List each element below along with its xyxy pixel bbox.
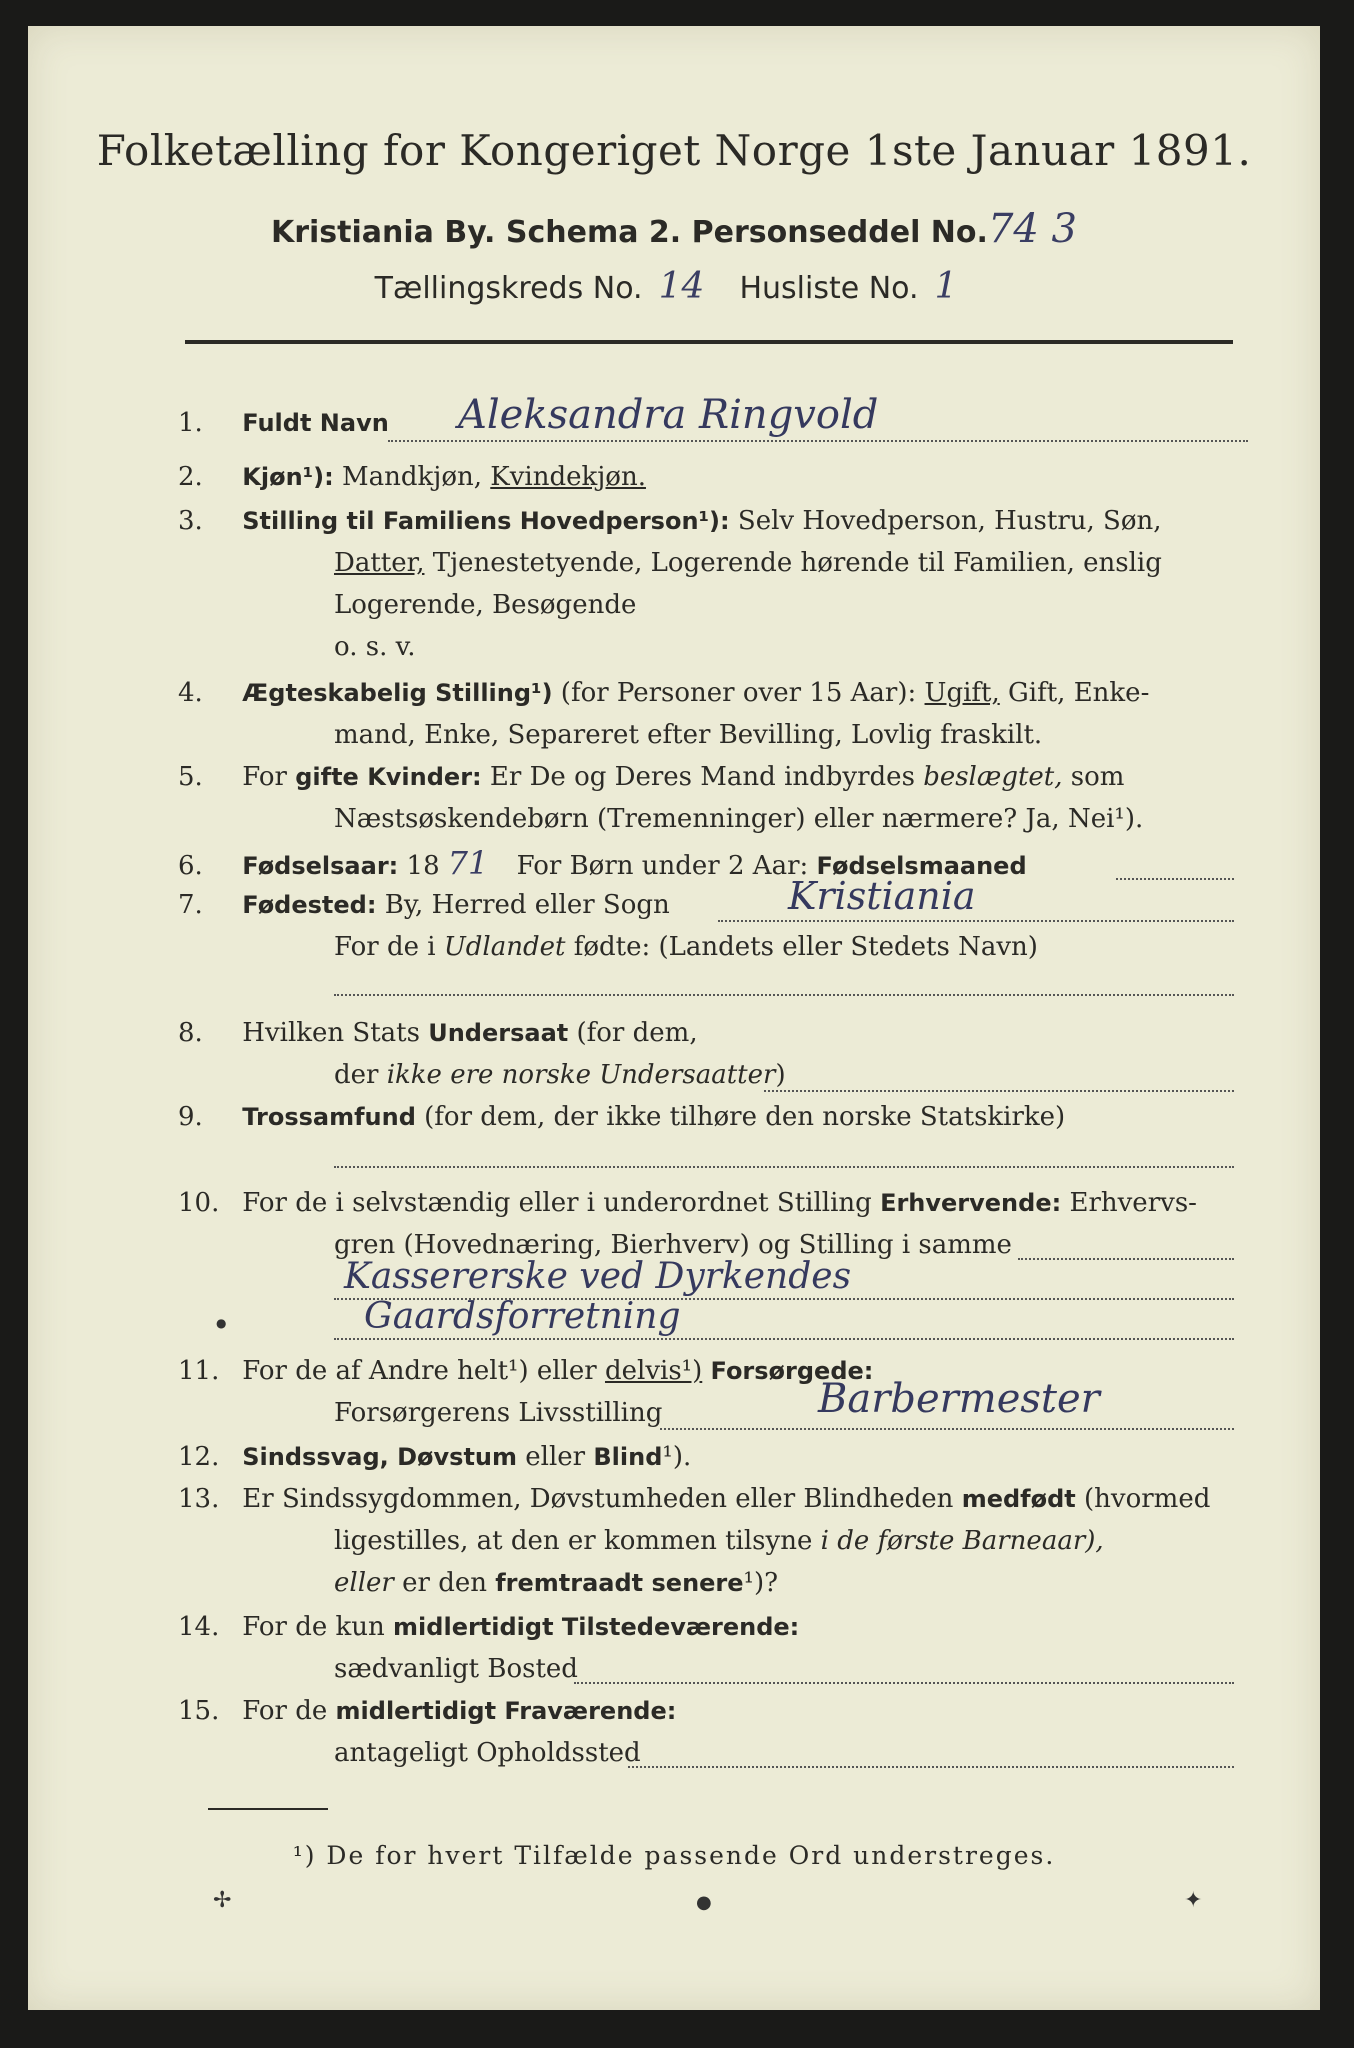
margin-dot: ● (216, 1316, 227, 1330)
question-6-text: For Børn under 2 Aar: (516, 851, 809, 881)
question-4-row (178, 676, 1238, 710)
question-5-row (178, 760, 1238, 794)
question-7-row (178, 888, 1238, 922)
question-13-row-c (334, 1566, 1234, 1600)
question-14-text-b: sædvanligt Bosted (334, 1654, 578, 1684)
question-12-text: eller (525, 1442, 586, 1472)
pencil-mark-left: ✢ (213, 1888, 232, 1913)
question-11-number: 11. (178, 1356, 220, 1386)
married-women-label: gifte Kvinder: (295, 763, 482, 791)
marital-status-label: Ægteskabelig Stilling¹) (242, 679, 553, 707)
family-position-options-b: Tjenestetyende, Logerende hørende til Familien, enslig (432, 548, 1162, 578)
question-8-row (178, 1016, 1238, 1050)
question-5-text-c: som (1070, 762, 1125, 792)
question-14-row (178, 1610, 1238, 1644)
full-name-value: Aleksandra Ringvold (458, 392, 879, 438)
question-11-text-b: Forsørgerens Livsstilling (334, 1398, 663, 1428)
congenital-label: medfødt (961, 1485, 1076, 1513)
question-15-number: 15. (178, 1696, 220, 1726)
abroad-line (334, 994, 1234, 996)
temporary-present-label: midlertidigt Tilstedeværende: (393, 1613, 800, 1641)
question-5-related: beslægtet, (923, 762, 1063, 792)
question-13-text-d: er den (402, 1568, 487, 1598)
question-8-foreign: ikke ere norske Undersaatter (386, 1060, 776, 1090)
family-position-options-a: Selv Hovedperson, Hustru, Søn, (737, 506, 1162, 536)
header-divider (185, 340, 1233, 344)
occupation-line-c (334, 1338, 1234, 1340)
disability-label-a: Sindssvag, Døvstum (242, 1443, 518, 1471)
gender-male-option: Mandkjøn, (342, 462, 483, 492)
question-2-number: 2. (178, 462, 203, 492)
question-5-text-b: Er De og Deres Mand indbyrdes (489, 762, 915, 792)
birthplace-value: Kristiania (788, 874, 976, 918)
question-9-row (178, 1100, 1238, 1134)
question-8-row-b: der ikke ere norske Undersaatter) (334, 1060, 786, 1090)
pencil-mark-right: ✦ (1184, 1888, 1203, 1913)
birth-month-line (1116, 878, 1234, 880)
birthplace-text: By, Herred eller Sogn (384, 890, 670, 920)
form-title: Folketælling for Kongeriget Norge 1ste Januar 1891. (96, 126, 1252, 175)
footnote: ¹) De for hvert Tilfælde passende Ord understreges. (292, 1841, 1056, 1870)
occupation-value-b: Gaardsforretning (364, 1296, 681, 1337)
question-10-text-b: Erhvervs- (1069, 1188, 1197, 1218)
question-13-childhood: i de første Barneaar), (820, 1526, 1104, 1556)
question-9-text: (for dem, der ikke tilhøre den norske Statskirke) (424, 1102, 1066, 1132)
occupation-line-a (1018, 1258, 1234, 1260)
question-8-text-a: Hvilken Stats (242, 1018, 420, 1048)
question-13-number: 13. (178, 1484, 220, 1514)
footnote-divider (208, 1808, 328, 1810)
question-11-selected: delvis¹) (604, 1356, 703, 1386)
occupation-label: Erhvervende: (880, 1189, 1062, 1217)
stay-place-line (628, 1766, 1234, 1768)
household-label: Husliste No. (739, 271, 919, 306)
question-13-text-c: ligestilles, at den er kommen tilsyne (334, 1526, 813, 1556)
question-11-text-a: For de af Andre helt¹) eller (242, 1356, 597, 1386)
district-number: 14 (658, 266, 705, 307)
marital-status-options-a: Gift, Enke- (1008, 678, 1150, 708)
occupation-value-a: Kassererske ved Dyrkendes (344, 1256, 852, 1297)
question-7-abroad: Udlandet (443, 932, 566, 962)
question-7-row-b (334, 930, 1234, 964)
birth-month-label: Fødselsmaaned (816, 852, 1027, 880)
question-8-text-b: (for dem, (576, 1018, 698, 1048)
birthplace-line (718, 920, 1234, 922)
question-13-row (178, 1482, 1238, 1516)
disability-label-b: Blind (593, 1443, 663, 1471)
question-3-number: 3. (178, 506, 203, 536)
question-15-text-a: For de (242, 1696, 328, 1726)
provider-value: Barbermester (818, 1376, 1100, 1422)
question-10-text-a: For de i selvstændig eller i underordnet Stilling (242, 1188, 872, 1218)
question-10-number: 10. (178, 1188, 220, 1218)
question-3-row-c: Logerende, Besøgende (334, 590, 637, 620)
question-4-number: 4. (178, 678, 203, 708)
gender-female-option-selected: Kvindekjøn. (490, 462, 646, 492)
full-name-line (388, 440, 1248, 442)
question-13-or: eller (334, 1568, 394, 1598)
full-name-label: Fuldt Navn (242, 409, 389, 437)
question-13-text-e: ¹)? (743, 1568, 779, 1598)
citizenship-label: Undersaat (428, 1019, 569, 1047)
question-10-row (178, 1186, 1238, 1220)
temporary-absent-label: midlertidigt Fraværende: (335, 1697, 677, 1725)
question-3-row-b (334, 546, 1234, 580)
question-9-number: 9. (178, 1102, 203, 1132)
subtitle-prefix: Kristiania By. Schema 2. Personseddel No. (270, 215, 988, 250)
question-7-number: 7. (178, 890, 203, 920)
family-position-label: Stilling til Familiens Hovedperson¹): (242, 507, 730, 535)
question-12-row: 12. Sindssvag, Døvstum eller Blind¹). (178, 1442, 692, 1472)
provider-line (660, 1428, 1234, 1430)
question-7-text-b: For de i (334, 932, 436, 962)
question-14-number: 14. (178, 1612, 220, 1642)
citizenship-line (764, 1090, 1234, 1092)
personseddel-number: 74 3 (987, 206, 1077, 252)
question-6-number: 6. (178, 851, 203, 881)
form-subtitle (28, 206, 1320, 252)
usual-residence-line (574, 1682, 1234, 1684)
birthplace-label: Fødested: (242, 891, 377, 919)
question-3-row (178, 504, 1238, 538)
question-2-row (178, 460, 1238, 494)
question-10-text-c: gren (Hovednæring, Bierhverv) og Stilling i samme (334, 1230, 1012, 1260)
census-form-sheet (28, 26, 1320, 2010)
question-13-row-b (334, 1524, 1234, 1558)
question-15-row (178, 1694, 1238, 1728)
ink-dot: ● (696, 1892, 712, 1913)
question-13-text-b: (hvormed (1084, 1484, 1211, 1514)
marital-status-note: (for Personer over 15 Aar): (560, 678, 917, 708)
question-3-row-d: o. s. v. (334, 632, 416, 662)
birth-year-prefix: 18 (406, 851, 440, 881)
gender-label: Kjøn¹): (242, 463, 334, 491)
religion-label: Trossamfund (242, 1103, 416, 1131)
acquired-later-label: fremtraadt senere (495, 1569, 744, 1597)
question-7-text-c: fødte: (Landets eller Stedets Navn) (573, 932, 1038, 962)
family-position-selected: Datter, (334, 548, 425, 578)
question-8-text-c: der (334, 1060, 379, 1090)
birth-year-label: Fødselsaar: (242, 852, 399, 880)
supported-label: Forsørgede: (710, 1357, 874, 1385)
question-12-number: 12. (178, 1442, 220, 1472)
form-district-line (28, 266, 1320, 307)
question-15-text-b: antageligt Opholdssted (334, 1738, 641, 1768)
religion-line (334, 1166, 1234, 1168)
question-14-text-a: For de kun (242, 1612, 385, 1642)
question-6-row (178, 846, 1238, 883)
question-5-number: 5. (178, 762, 203, 792)
marital-status-options-b: mand, Enke, Separeret efter Bevilling, Lovlig fraskilt. (334, 720, 1043, 750)
marital-status-selected: Ugift, (924, 678, 1000, 708)
question-13-text-a: Er Sindssygdommen, Døvstumheden eller Blindheden (242, 1484, 954, 1514)
question-5-text-a: For (242, 762, 287, 792)
question-8-number: 8. (178, 1018, 203, 1048)
birth-year-value: 71 (447, 844, 489, 882)
household-number: 1 (934, 266, 958, 307)
question-5-text-d: Næstsøskendebørn (Tremenninger) eller nærmere? Ja, Nei¹). (334, 804, 1144, 834)
question-1-number: 1. (178, 408, 203, 438)
district-label: Tællingskreds No. (374, 271, 643, 306)
